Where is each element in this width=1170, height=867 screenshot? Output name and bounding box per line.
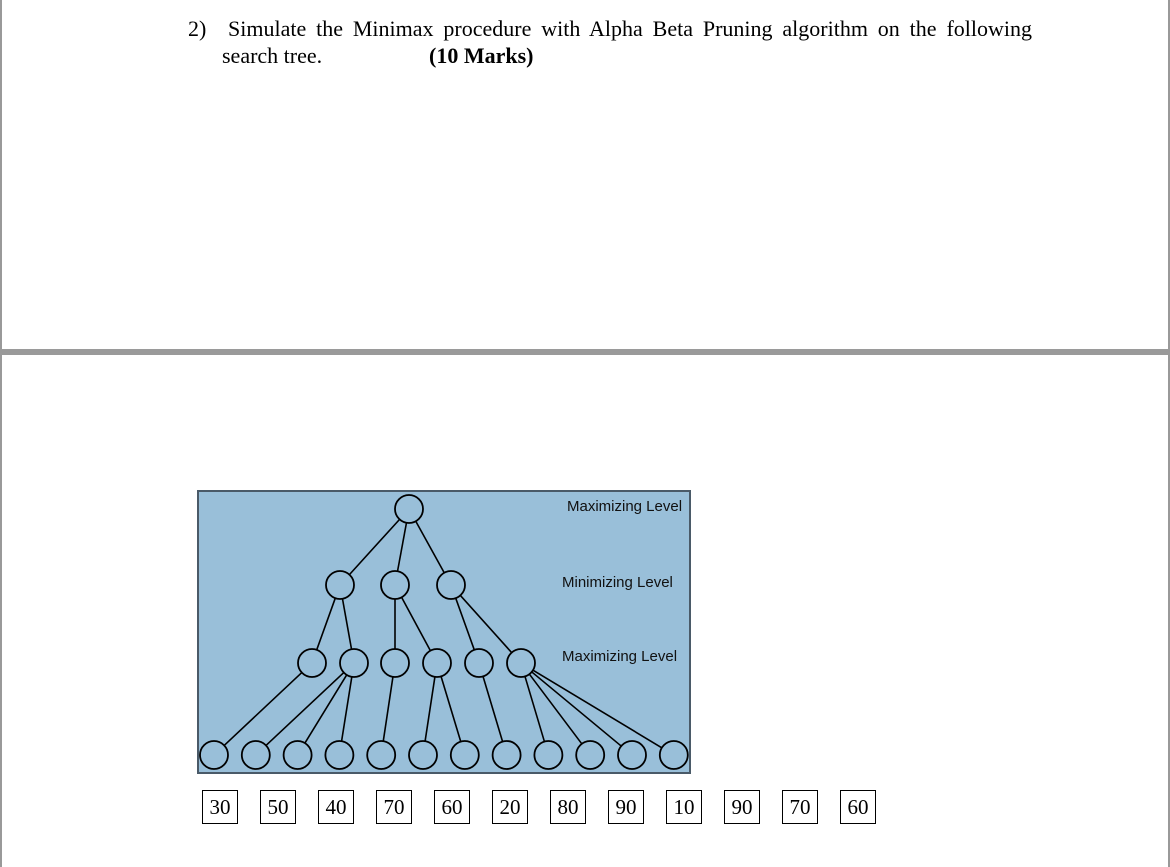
leaf-value-box: 70	[376, 790, 412, 824]
edge-max-leaf-1	[266, 673, 344, 746]
leaf-value-box: 10	[666, 790, 702, 824]
leaf-node-4	[367, 741, 395, 769]
leaf-value-box: 20	[492, 790, 528, 824]
leaf-value-box: 80	[550, 790, 586, 824]
question-marks: (10 Marks)	[429, 43, 534, 68]
leaf-node-5	[409, 741, 437, 769]
edge-max-leaf-2	[305, 675, 347, 743]
leaf-node-0	[200, 741, 228, 769]
edge-max-leaf-3	[342, 677, 352, 741]
max-node-2	[381, 649, 409, 677]
level-label-min: Minimizing Level	[562, 574, 673, 591]
level-label-max-root: Maximizing Level	[567, 498, 683, 515]
edge-max-leaf-0	[224, 673, 302, 746]
leaf-node-6	[451, 741, 479, 769]
edge-max-leaf-8	[525, 676, 544, 741]
edge-max-leaf-11	[533, 670, 662, 748]
search-tree	[197, 490, 691, 774]
min-node-1	[381, 571, 409, 599]
leaf-node-1	[242, 741, 270, 769]
edge-max-leaf-7	[483, 676, 503, 741]
question-number: 2)	[188, 16, 207, 41]
edge-root-min-2	[416, 521, 444, 572]
leaf-node-10	[618, 741, 646, 769]
leaf-value-box: 70	[782, 790, 818, 824]
question-line-1	[188, 16, 1032, 42]
edge-min-max-5	[460, 595, 511, 652]
question-line-2: search tree.	[222, 43, 323, 68]
min-node-2	[437, 571, 465, 599]
max-node-0	[298, 649, 326, 677]
leaf-node-7	[493, 741, 521, 769]
edge-max-leaf-4	[383, 677, 393, 741]
leaf-value-box: 60	[434, 790, 470, 824]
leaf-node-11	[660, 741, 688, 769]
leaf-node-9	[576, 741, 604, 769]
edge-min-max-1	[342, 599, 351, 649]
max-node-4	[465, 649, 493, 677]
leaf-value-box: 60	[840, 790, 876, 824]
leaf-value-box: 90	[724, 790, 760, 824]
leaf-value-box: 40	[318, 790, 354, 824]
leaf-node-2	[284, 741, 312, 769]
leaf-node-8	[534, 741, 562, 769]
min-node-0	[326, 571, 354, 599]
edge-min-max-3	[402, 597, 431, 650]
edge-max-leaf-6	[441, 676, 461, 741]
edge-min-max-0	[317, 598, 336, 650]
max-node-3	[423, 649, 451, 677]
edge-root-min-1	[398, 523, 407, 571]
level-label-max: Maximizing Level	[562, 648, 678, 665]
leaf-node-3	[325, 741, 353, 769]
edge-max-leaf-10	[532, 672, 621, 746]
leaf-value-box: 30	[202, 790, 238, 824]
root-node	[395, 495, 423, 523]
page-top	[0, 0, 1170, 349]
question-text: Simulate the Minimax procedure with Alpha Beta Pruning algorithm on the following	[228, 16, 1032, 41]
edge-max-leaf-5	[425, 677, 435, 741]
leaf-value-box: 50	[260, 790, 296, 824]
edge-root-min-0	[349, 519, 399, 574]
max-node-1	[340, 649, 368, 677]
max-node-5	[507, 649, 535, 677]
edge-min-max-4	[456, 598, 475, 650]
leaf-value-box: 90	[608, 790, 644, 824]
